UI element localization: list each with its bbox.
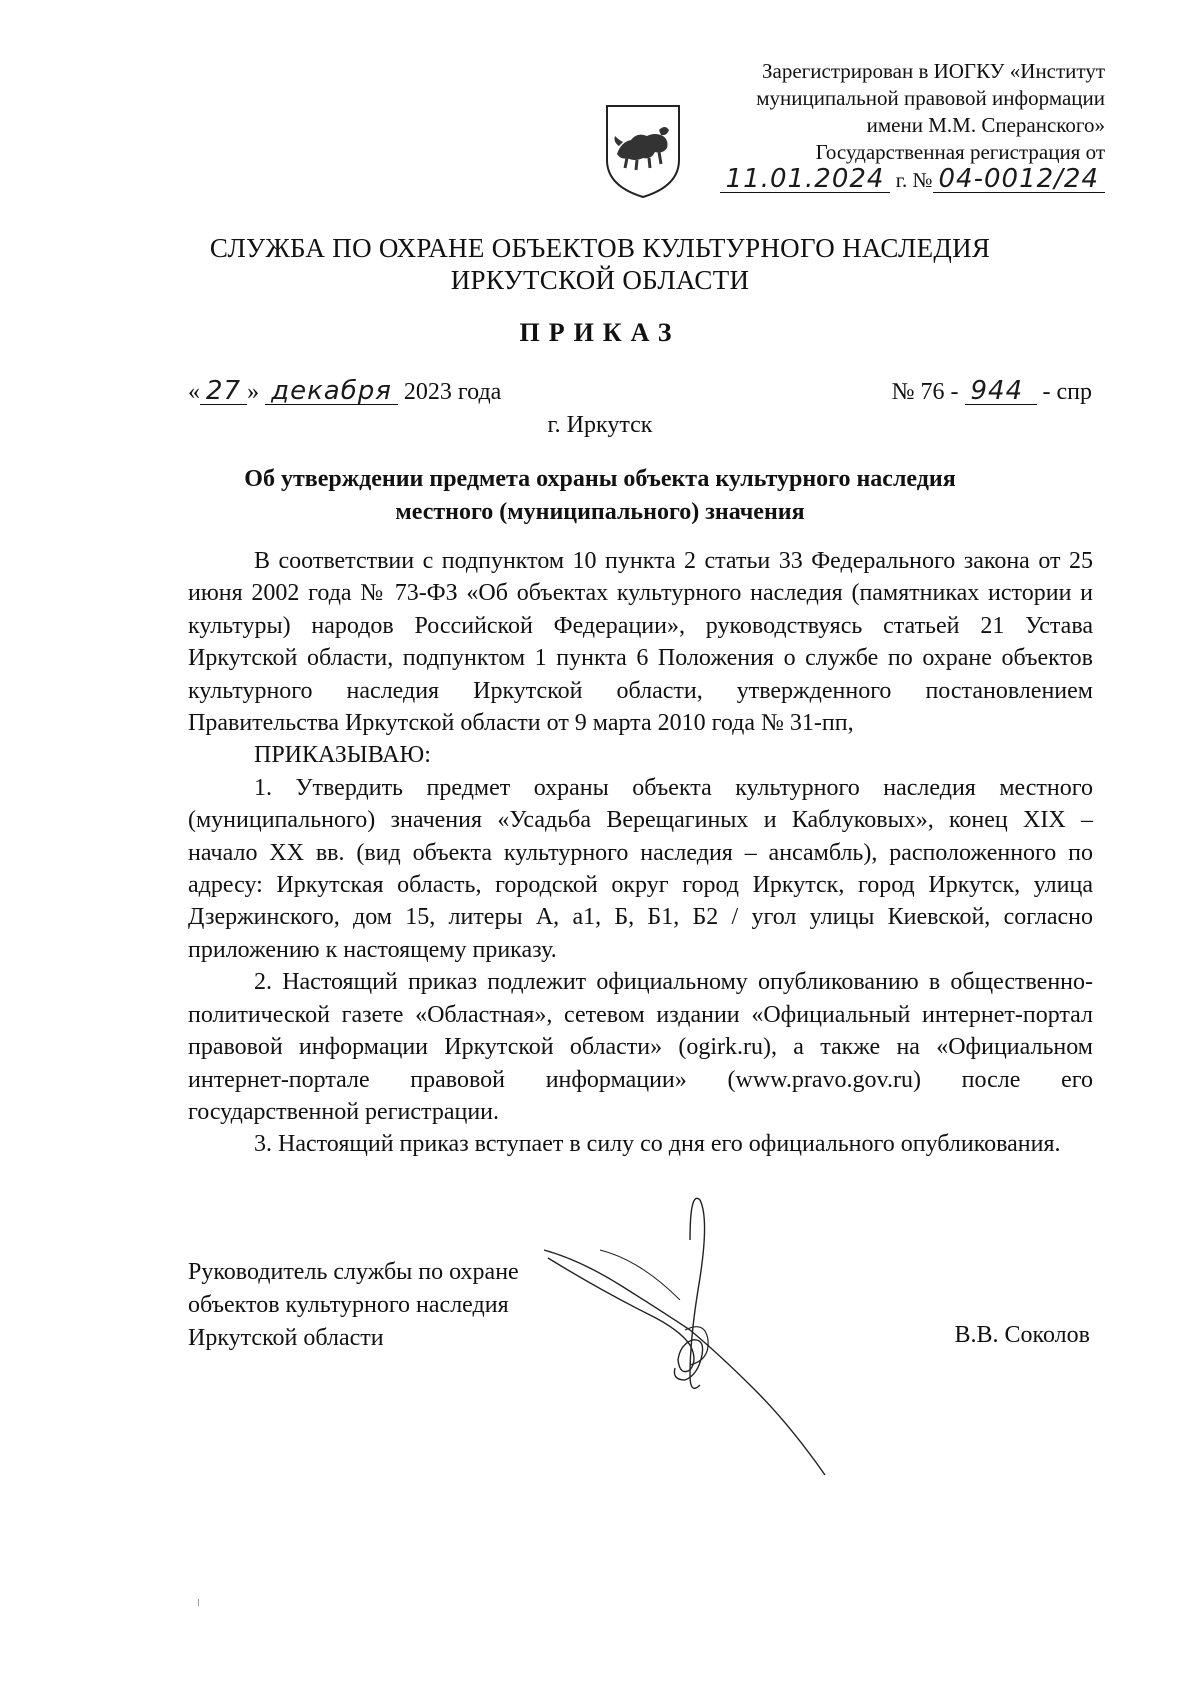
organization-name xyxy=(0,232,1200,296)
document-type: ПРИКАЗ xyxy=(519,318,681,347)
signer-position-line-1: Руководитель службы по охране xyxy=(188,1259,519,1285)
subject-line-1: Об утверждении предмета охраны объекта культурного наследия xyxy=(244,466,956,492)
signer-name: В.В. Соколов xyxy=(954,1322,1090,1348)
registration-line-1: Зарегистрирован в ИОГКУ «Институт xyxy=(761,59,1105,83)
order-body xyxy=(188,545,1093,1161)
subject-line-2: местного (муниципального) значения xyxy=(395,499,805,525)
registration-details xyxy=(685,166,1105,194)
order-item-2: 2. Настоящий приказ подлежит официальному опубликованию в общественно-политической газете «Областная», сетевом издании «Официальный интернет-портал правовой информации Иркутской области» (ogirk.ru), а также на «Официальном интернет-портале правовой информации» (www.pravo.gov.ru) после его государственной регистрации. xyxy=(188,969,1093,1125)
registration-number-prefix: г. № xyxy=(895,168,933,192)
order-number xyxy=(892,378,1092,406)
registration-line-3: имени М.М. Сперанского» xyxy=(866,113,1105,137)
order-item-1: 1. Утвердить предмет охраны объекта культурного наследия местного (муниципального) значения «Усадьба Верещагиных и Каблуковых», конец XIX – начало XX вв. (вид объекта культурного наследия – ансамбль), расположенного по адресу: Иркутская область, городской округ город Иркутск, город Иркутск, улица Дзержинского, дом 15, литеры А, а1, Б, Б1, Б2 / угол улицы Киевской, согласно приложению к настоящему приказу. xyxy=(188,774,1093,963)
signer-position-line-3: Иркутской области xyxy=(188,1325,384,1351)
order-number-prefix: № 76 - xyxy=(891,379,959,405)
order-number-suffix: - спр xyxy=(1042,379,1092,405)
registration-line-2: муниципальной правовой информации xyxy=(756,86,1105,110)
scan-artifact xyxy=(198,1599,199,1606)
order-word: ПРИКАЗЫВАЮ: xyxy=(254,742,431,769)
date-day: 27 xyxy=(200,378,247,405)
date-year: 2023 года xyxy=(403,379,502,405)
organization-line-1: СЛУЖБА ПО ОХРАНЕ ОБЪЕКТОВ КУЛЬТУРНОГО НАСЛЕДИЯ xyxy=(209,233,991,263)
signer-position-line-2: объектов культурного наследия xyxy=(188,1292,509,1318)
organization-line-2: ИРКУТСКОЙ ОБЛАСТИ xyxy=(450,265,750,295)
registration-line-4: Государственная регистрация от xyxy=(815,140,1105,164)
registration-date: 11.01.2024 xyxy=(720,166,891,193)
date-close-quote: » xyxy=(247,379,260,405)
city: г. Иркутск xyxy=(547,412,653,438)
order-date xyxy=(188,378,501,406)
date-open-quote: « xyxy=(188,379,200,405)
registration-number: 04-0012/24 xyxy=(933,166,1105,193)
order-item-3: 3. Настоящий приказ вступает в силу со дня его официального опубликования. xyxy=(254,1131,1061,1158)
date-month: декабря xyxy=(265,378,398,405)
preamble-paragraph: В соответствии с подпунктом 10 пункта 2 статьи 33 Федерального закона от 25 июня 2002 года № 73-ФЗ «Об объектах культурного наследия (памятниках истории и культуры) народов Российской Федерации», руководствуясь статьей 21 Устава Иркутской области, подпунктом 1 пункта 6 Положения о службе по охране объектов культурного наследия Иркутской области, утвержденного постановлением Правительства Иркутской области от 9 марта 2010 года № 31-пп, xyxy=(188,548,1093,737)
signer-position xyxy=(188,1256,608,1355)
order-subject xyxy=(150,463,1050,529)
order-number-value: 944 xyxy=(965,378,1037,405)
registration-block xyxy=(685,58,1105,194)
irkutsk-coat-of-arms-icon xyxy=(603,102,683,200)
